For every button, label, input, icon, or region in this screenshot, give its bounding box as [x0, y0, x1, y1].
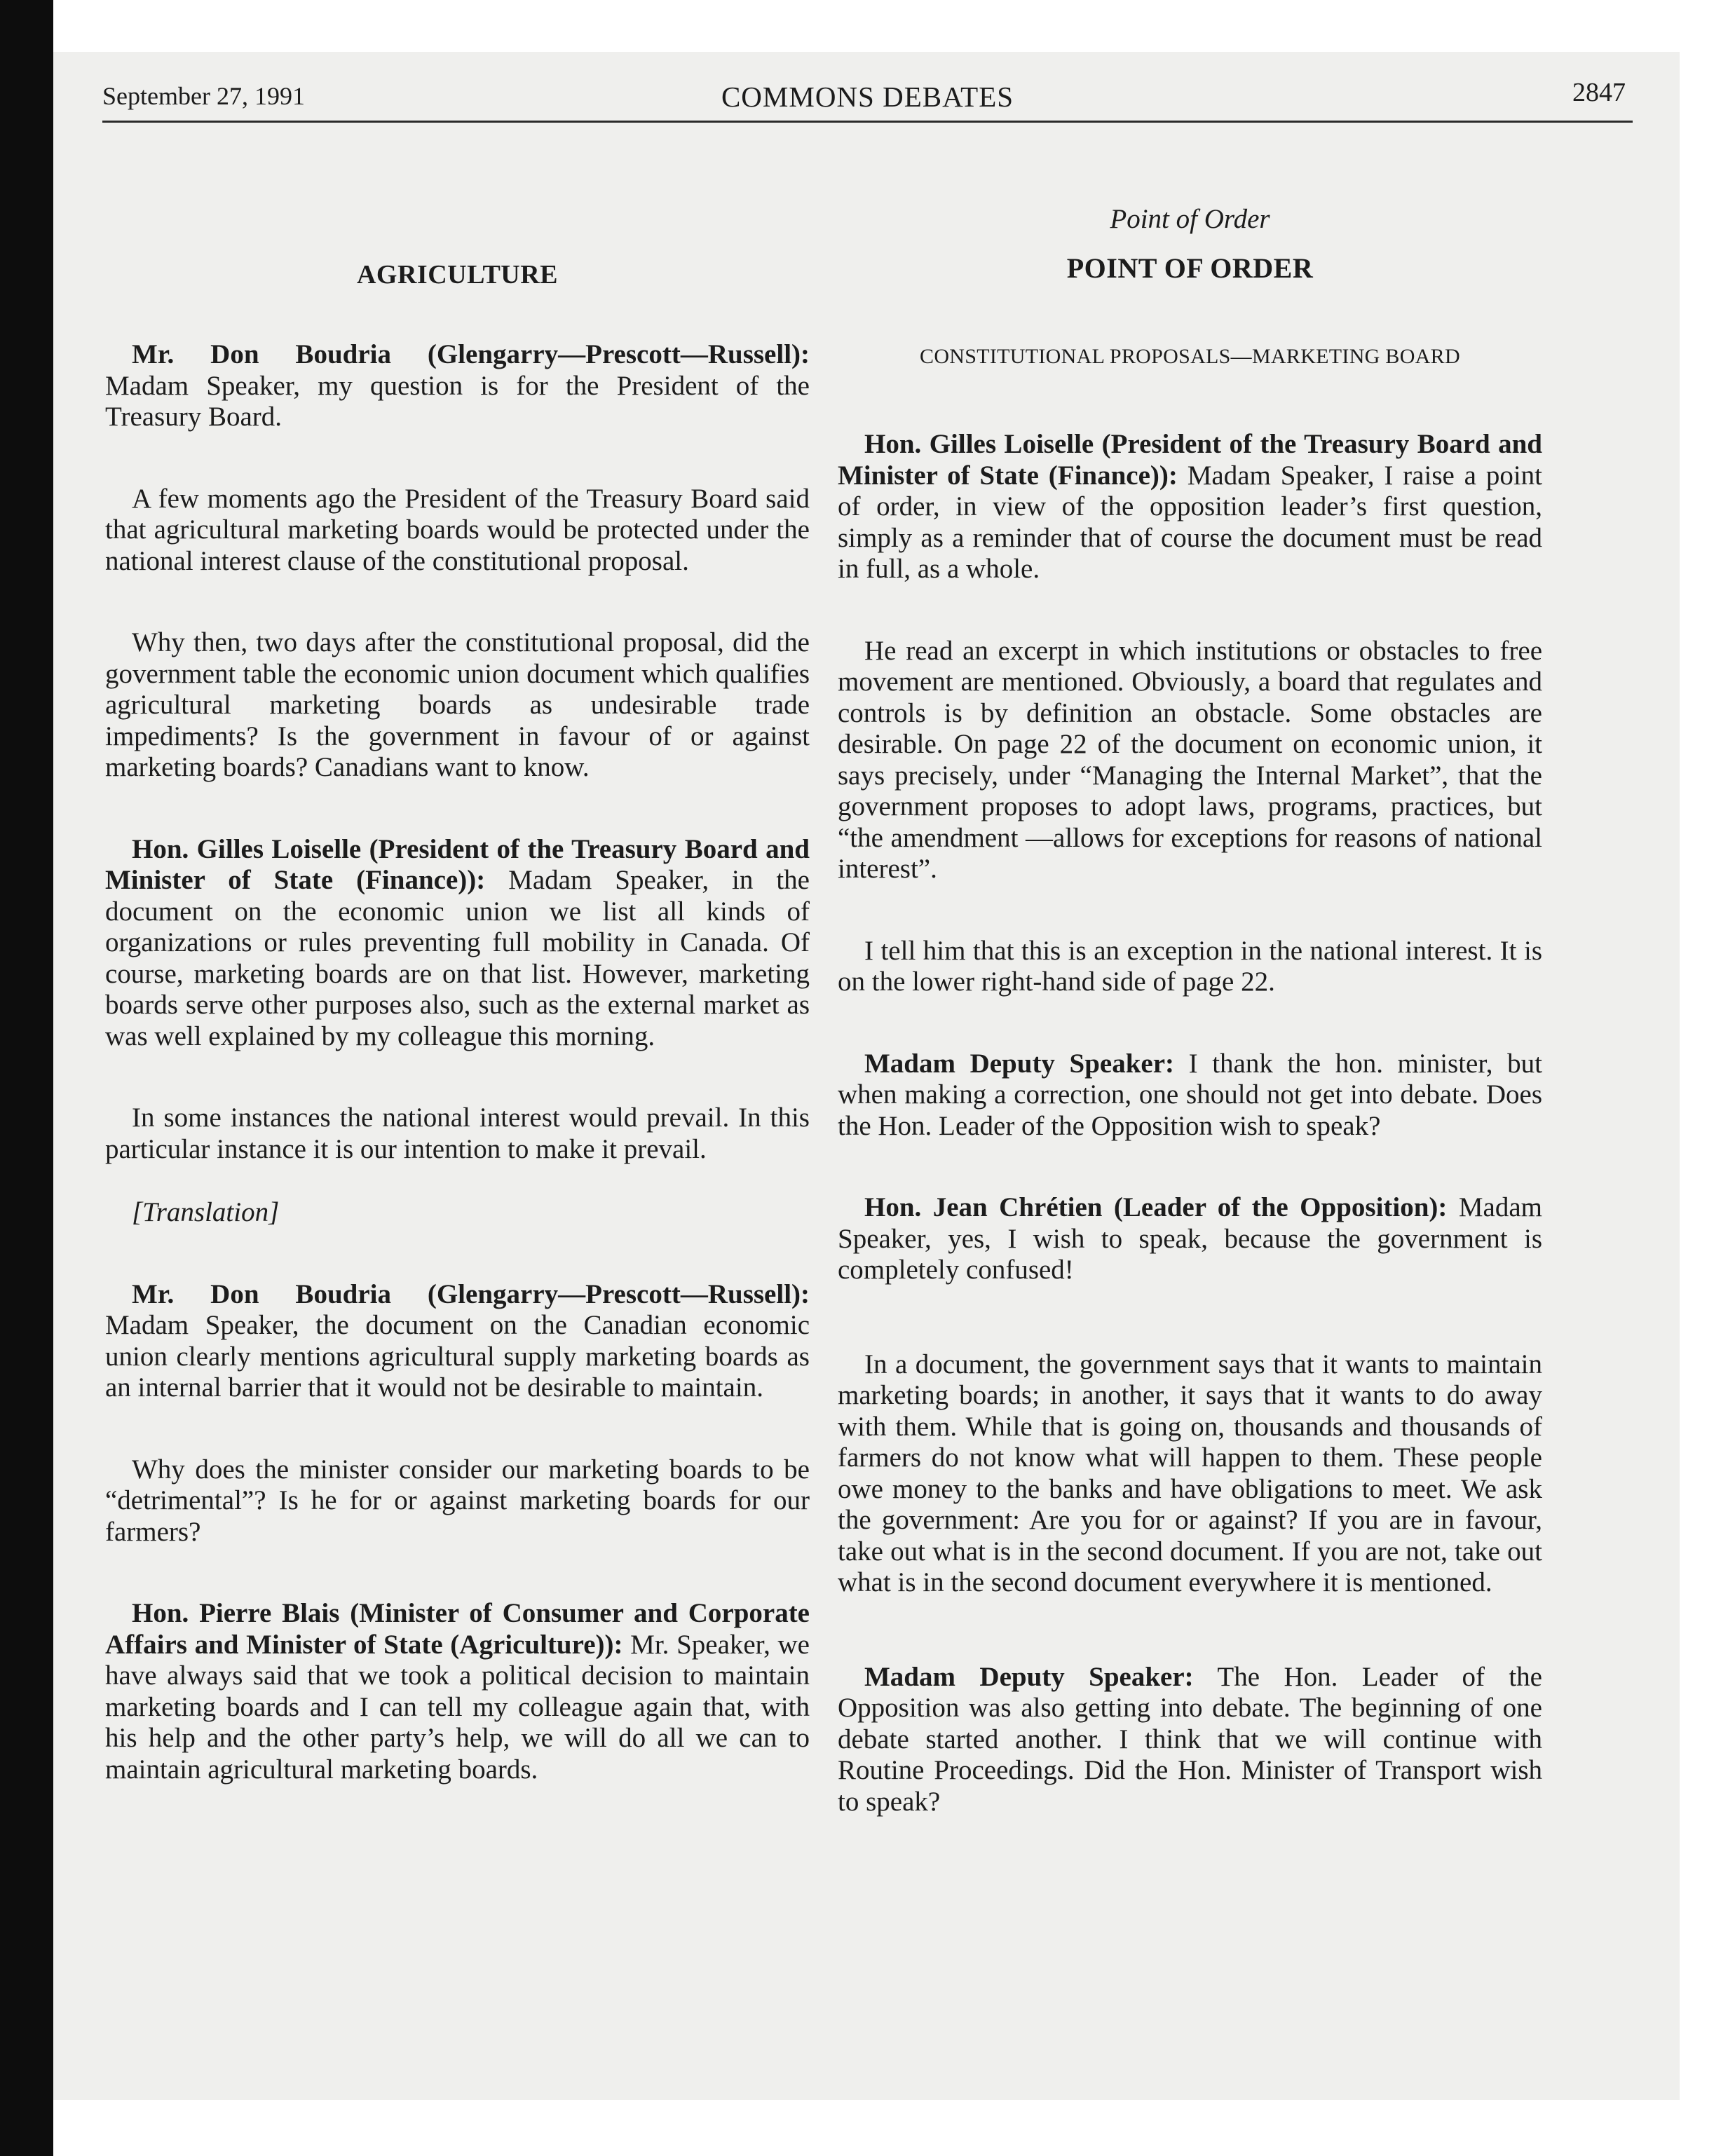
paragraph — [838, 1349, 1542, 1599]
speaker-name: Hon. Gilles Loiselle (President of the Treasury Board and Minister of State (Finance)): — [838, 429, 1542, 491]
section-heading-point-of-order: POINT OF ORDER — [1066, 252, 1314, 284]
paragraph-text: Why does the minister consider our marketing boards to be “detrimental”? Is he for or against marketing boards for our farmers? — [105, 1454, 810, 1547]
paragraph — [838, 1662, 1542, 1818]
header-date: September 27, 1991 — [102, 82, 305, 110]
paragraph-text: Madam Speaker, the document on the Canadian economic union clearly mentions agricultural supply marketing boards as an internal barrier that it would not be desirable to maintain. — [105, 1310, 810, 1403]
translation-note — [105, 1197, 810, 1229]
paragraph-text: I tell him that this is an exception in the national interest. It is on the lower right-hand side of page 22. — [838, 935, 1542, 997]
paragraph-text: Madam Speaker, I raise a point of order, in view of the opposition leader’s first question, simply as a reminder that of course the document must be read in full, as a whole. — [838, 460, 1542, 584]
paragraph — [105, 339, 810, 433]
translation-tag: [Translation] — [132, 1197, 280, 1227]
paragraph-text: The Hon. Leader of the Opposition was also getting into debate. The beginning of one debate started another. I think that we will continue with Routine Proceedings. Did the Hon. Minister of Transport wish to speak? — [838, 1661, 1542, 1817]
speaker-name: Mr. Don Boudria (Glengarry—Prescott—Russell): — [132, 339, 810, 369]
paragraph-text: Madam Speaker, yes, I wish to speak, because the government is completely confused! — [838, 1192, 1542, 1285]
speaker-name: Hon. Pierre Blais (Minister of Consumer and Corporate Affairs and Minister of State (Agriculture)): — [105, 1598, 810, 1660]
speaker-name: Mr. Don Boudria (Glengarry—Prescott—Russell): — [132, 1278, 810, 1309]
paragraph-text: He read an excerpt in which institutions or obstacles to free movement are mentioned. Obviously, a board that regulates and controls is by definition an obstacle. Some obstacles are desirable. On page 22 of the document on economic union, it says precisely, under “Managing the Internal Market”, that the government proposes to adopt laws, programs, practices, but “the amendment —allows for exceptions for reasons of national interest”. — [838, 635, 1542, 884]
header-page-number: 2847 — [1572, 78, 1626, 107]
paragraph — [105, 484, 810, 578]
speaker-name: Madam Deputy Speaker: — [864, 1661, 1194, 1692]
paragraph-text: In a document, the government says that it wants to maintain marketing boards; in another, it says that it wants to do away with them. While that is going on, thousands and thousands of farmers do not know what will happen to them. These people owe money to the banks and have obligations to meet. We ask the government: Are you for or against? If you are in favour, take out what is in the second document. If you are not, take out what is in the second document everywhere it is mentioned. — [838, 1349, 1542, 1597]
right-column — [838, 147, 1542, 1817]
speaker-name: Madam Deputy Speaker: — [864, 1048, 1175, 1079]
paragraph — [838, 936, 1542, 998]
paragraph-text: A few moments ago the President of the Treasury Board said that agricultural marketing boards would be protected under the national interest clause of the constitutional proposal. — [105, 483, 810, 576]
paragraph — [838, 1192, 1542, 1286]
running-head: Point of Order — [1110, 204, 1270, 234]
paragraph-text: Why then, two days after the constitutional proposal, did the government table the economic union document which qualifies agricultural marketing boards as undesirable trade impediments? Is the government in favour of or against marketing boards? Canadians want to know. — [105, 627, 810, 782]
paragraph-text: Mr. Speaker, we have always said that we took a political decision to maintain marketing boards and I can tell my colleague again that, with his help and the other party’s help, we will do all we can to maintain agricultural marketing boards. — [105, 1629, 810, 1785]
paragraph-text: Madam Speaker, my question is for the President of the Treasury Board. — [105, 370, 810, 432]
section-heading-agriculture: AGRICULTURE — [356, 260, 559, 289]
paragraph — [838, 636, 1542, 885]
header-title: COMMONS DEBATES — [721, 81, 1014, 113]
paragraph — [838, 429, 1542, 585]
paragraph — [105, 627, 810, 784]
paragraph — [105, 1279, 810, 1404]
paragraph-text: Madam Speaker, in the document on the economic union we list all kinds of organizations or rules preventing full mobility in Canada. Of course, marketing boards are on that list. However, marketing boards serve other purposes also, such as the external market as was well explained by my colleague this morning. — [105, 865, 810, 1051]
speaker-name: Hon. Jean Chrétien (Leader of the Opposition): — [864, 1192, 1448, 1222]
paragraph — [105, 1598, 810, 1785]
paragraph — [105, 1103, 810, 1165]
paragraph — [105, 1454, 810, 1548]
paragraph — [105, 834, 810, 1053]
scan-edge — [0, 0, 53, 2156]
page-header — [102, 70, 1633, 123]
paragraph — [838, 1049, 1542, 1142]
speaker-name: Hon. Gilles Loiselle (President of the Treasury Board and Minister of State (Finance)): — [105, 833, 810, 895]
paragraph-text: I thank the hon. minister, but when making a correction, one should not get into debate. Does the Hon. Leader of the Opposition wish to speak? — [838, 1048, 1542, 1141]
left-column — [105, 147, 810, 1785]
paragraph-text: In some instances the national interest would prevail. In this particular instance it is our intention to make it prevail. — [105, 1103, 810, 1164]
sub-heading: CONSTITUTIONAL PROPOSALS—MARKETING BOARD — [920, 345, 1460, 368]
